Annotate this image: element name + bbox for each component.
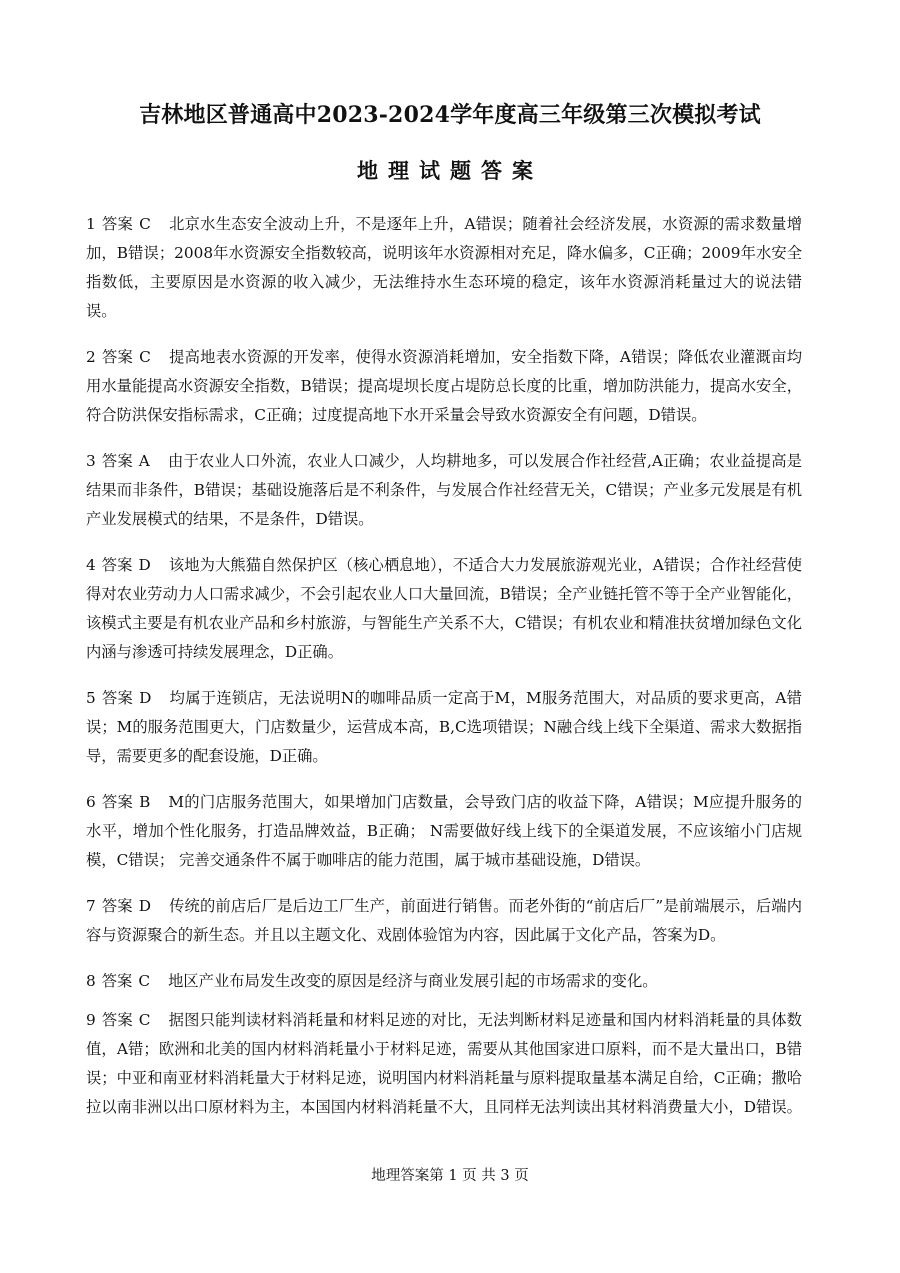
answer-label: 答案 [101,897,133,915]
answer-item-3 [86,447,802,534]
answer-item-7 [86,892,802,950]
answer-number: 6 [86,793,96,811]
answer-explanation: 该地为大熊猫自然保护区（核心栖息地），不适合大力发展旅游观光业，A错误；合作社经营使得对农业劳动力人口需求减少，不会引起农业人口大量回流，B错误；全产业链托管不等于全产业智能化，该模式主要是有机农业产品和乡村旅游，与智能生产关系不大，C错误；有机农业和精准扶贫增加绿色文化内涵与渗透可持续发展理念，D正确。 [86,556,802,661]
answer-explanation: 由于农业人口外流，农业人口减少，人均耕地多，可以发展合作社经营,A正确；农业益提高是结果而非条件，B错误；基础设施落后是不利条件，与发展合作社经营无关，C错误；产业多元发展是有机产业发展模式的结果，不是条件，D错误。 [86,452,802,528]
answer-item-2 [86,343,802,430]
answer-number: 5 [86,689,96,707]
answer-explanation: 据图只能判读材料消耗量和材料足迹的对比，无法判断材料足迹量和国内材料消耗量的具体数值，A错；欧洲和北美的国内材料消耗量小于材料足迹，需要从其他国家进口原料，而不是大量出口，B错误；中亚和南亚材料消耗量大于材料足迹，说明国内材料消耗量与原料提取量基本满足自给，C正确；撒哈拉以南非洲以出口原材料为主，本国国内材料消耗量不大，且同样无法判读出其材料消费量大小，D错误。 [86,1011,802,1116]
answer-number: 8 [86,972,96,990]
answer-label: 答案 [101,348,134,366]
answer-explanation: 提高地表水资源的开发率，使得水资源消耗增加，安全指数下降，A错误；降低农业灌溉亩均用水量能提高水资源安全指数，B错误；提高堤坝长度占堤防总长度的比重，增加防洪能力，提高水安全，符合防洪保安指标需求，C正确；过度提高地下水开采量会导致水资源安全有问题，D错误。 [86,348,802,424]
page-footer: 地理答案第 1 页 共 3 页 [371,1168,529,1184]
answer-label: 答案 [101,793,134,811]
answer-label: 答案 [101,689,134,707]
answer-explanation: M的门店服务范围大，如果增加门店数量，会导致门店的收益下降，A错误；M应提升服务的水平，增加个性化服务，打造品牌效益，B正确； N需要做好线上线下的全渠道发展，不应该缩小门店规模，C错误； 完善交通条件不属于咖啡店的能力范围，属于城市基础设施，D错误。 [86,793,802,869]
answer-number: 3 [86,452,96,470]
answer-number: 4 [86,556,96,574]
answer-number: 1 [86,215,96,233]
answer-item-5 [86,684,802,771]
answer-choice: D [139,689,152,707]
answer-choice: C [138,972,151,990]
answer-choice: C [139,215,151,233]
document-subtitle: 地理试题答案 [357,158,543,183]
answer-explanation: 传统的前店后厂是后边工厂生产，前面进行销售。而老外街的“前店后厂”是前端展示，后端内容与资源聚合的新生态。并且以主题文化、戏剧体验馆为内容，因此属于文化产品，答案为D。 [86,897,802,944]
answer-label: 答案 [101,556,133,574]
answer-item-8 [86,967,802,996]
answer-explanation: 北京水生态安全波动上升，不是逐年上升，A错误；随着社会经济发展，水资源的需求数量增加，B错误；2008年水资源安全指数较高，说明该年水资源相对充足，降水偏多，C正确；2009年水安全指数低，主要原因是水资源的收入减少，无法维持水生态环境的稳定，该年水资源消耗量过大的说法错误。 [86,215,802,320]
answer-number: 7 [86,897,96,915]
answer-choice: D [138,556,151,574]
answer-item-9 [86,1006,802,1122]
answer-choice: C [138,1011,151,1029]
document-title: 吉林地区普通高中2023-2024学年度高三年级第三次模拟考试 [139,102,761,128]
answer-number: 2 [86,348,96,366]
answer-label: 答案 [101,1011,133,1029]
answer-label: 答案 [101,215,134,233]
answer-label: 答案 [101,452,133,470]
answer-choice: A [138,452,150,470]
answer-choice: D [138,897,151,915]
answer-item-6 [86,788,802,875]
answer-explanation: 均属于连锁店，无法说明N的咖啡品质一定高于M，M服务范围大，对品质的要求更高，A错误；M的服务范围更大，门店数量少，运营成本高，B,C选项错误；N融合线上线下全渠道、需求大数据指导，需要更多的配套设施，D正确。 [86,689,802,765]
answer-item-1 [86,210,802,326]
answer-label: 答案 [101,972,133,990]
answer-choice: C [139,348,151,366]
answer-explanation: 地区产业布局发生改变的原因是经济与商业发展引起的市场需求的变化。 [168,972,658,990]
answer-number: 9 [86,1011,96,1029]
answer-choice: B [139,793,151,811]
answer-item-4 [86,551,802,667]
answer-list [86,210,802,1139]
